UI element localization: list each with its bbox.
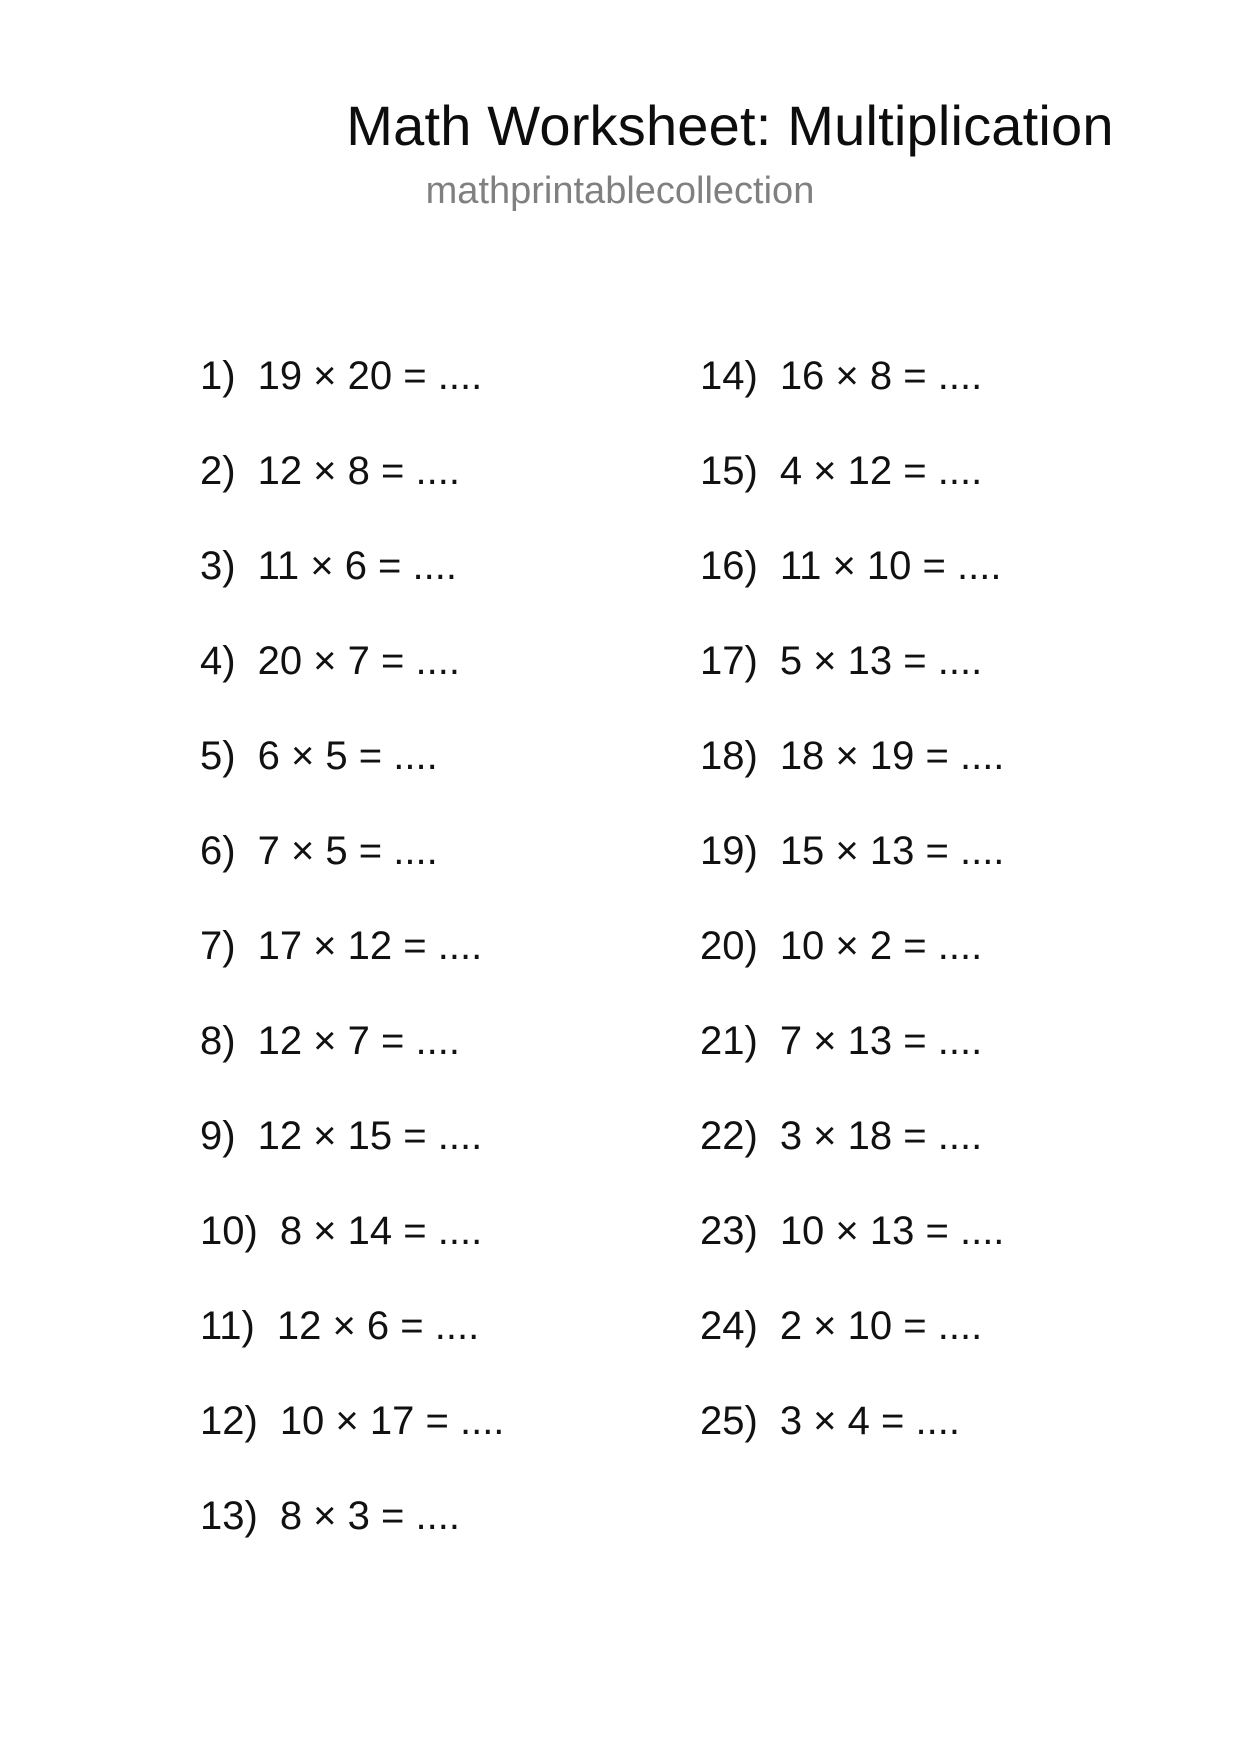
page-subtitle: mathprintablecollection <box>425 170 815 213</box>
problem-number: 7) <box>200 924 236 968</box>
problem-expression: 11 × 10 = .... <box>779 544 1002 588</box>
problem-expression: 10 × 17 = .... <box>279 1399 505 1443</box>
problem-number: 2) <box>200 449 236 493</box>
problem-number: 10) <box>200 1209 258 1253</box>
problem-number: 12) <box>200 1399 258 1443</box>
problem-item <box>700 635 1004 730</box>
problem-expression: 18 × 19 = .... <box>779 734 1005 778</box>
problem-column-left <box>200 350 504 1585</box>
problem-number: 22) <box>700 1114 758 1158</box>
problem-number: 1) <box>200 354 236 398</box>
problem-number: 8) <box>200 1019 236 1063</box>
problem-number: 13) <box>200 1494 258 1538</box>
problem-item <box>700 445 1004 540</box>
problem-expression: 5 × 13 = .... <box>779 639 983 683</box>
problem-item <box>700 920 1004 1015</box>
problem-number: 6) <box>200 829 236 873</box>
problem-number: 15) <box>700 449 758 493</box>
problem-expression: 12 × 7 = .... <box>257 1019 460 1063</box>
problem-number: 9) <box>200 1114 236 1158</box>
problem-item <box>200 730 504 825</box>
problem-expression: 12 × 6 = .... <box>276 1304 480 1348</box>
problem-item <box>700 1395 1004 1490</box>
problem-item <box>200 1490 504 1585</box>
problem-number: 14) <box>700 354 758 398</box>
problem-expression: 8 × 14 = .... <box>279 1209 483 1253</box>
problem-item <box>200 635 504 730</box>
problem-expression: 3 × 18 = .... <box>779 1114 983 1158</box>
problem-column-right <box>700 350 1004 1490</box>
problem-expression: 4 × 12 = .... <box>779 449 983 493</box>
problem-number: 21) <box>700 1019 758 1063</box>
problem-expression: 17 × 12 = .... <box>257 924 483 968</box>
problem-number: 3) <box>200 544 236 588</box>
problem-expression: 16 × 8 = .... <box>779 354 983 398</box>
problem-item <box>200 1110 504 1205</box>
problem-expression: 20 × 7 = .... <box>257 639 460 683</box>
problem-number: 23) <box>700 1209 758 1253</box>
problem-item <box>700 350 1004 445</box>
problem-item <box>200 350 504 445</box>
problem-item <box>200 920 504 1015</box>
problem-item <box>700 730 1004 825</box>
problem-expression: 3 × 4 = .... <box>779 1399 960 1443</box>
problem-number: 18) <box>700 734 758 778</box>
problem-item <box>700 1015 1004 1110</box>
problem-item <box>200 1015 504 1110</box>
problem-number: 16) <box>700 544 758 588</box>
problem-number: 19) <box>700 829 758 873</box>
problem-item <box>700 1205 1004 1300</box>
problem-expression: 7 × 13 = .... <box>779 1019 983 1063</box>
problem-expression: 12 × 8 = .... <box>257 449 460 493</box>
problem-number: 11) <box>200 1304 255 1348</box>
problem-item <box>200 1205 504 1300</box>
problem-number: 4) <box>200 639 236 683</box>
problem-expression: 15 × 13 = .... <box>779 829 1005 873</box>
page-title: Math Worksheet: Multiplication <box>346 94 1114 157</box>
problem-expression: 12 × 15 = .... <box>257 1114 483 1158</box>
problem-item <box>700 540 1004 635</box>
problem-item <box>200 540 504 635</box>
problem-expression: 8 × 3 = .... <box>279 1494 460 1538</box>
problem-expression: 11 × 6 = .... <box>257 544 457 588</box>
problem-number: 24) <box>700 1304 758 1348</box>
problem-expression: 7 × 5 = .... <box>257 829 438 873</box>
problem-item <box>700 825 1004 920</box>
problem-number: 17) <box>700 639 758 683</box>
problem-item <box>200 1395 504 1490</box>
problem-item <box>200 825 504 920</box>
problem-item <box>200 445 504 540</box>
problem-number: 25) <box>700 1399 758 1443</box>
problem-expression: 19 × 20 = .... <box>257 354 483 398</box>
problem-item <box>200 1300 504 1395</box>
worksheet-header <box>0 92 1240 215</box>
problem-expression: 2 × 10 = .... <box>779 1304 983 1348</box>
problem-item <box>700 1300 1004 1395</box>
problem-expression: 6 × 5 = .... <box>257 734 438 778</box>
problem-expression: 10 × 2 = .... <box>779 924 983 968</box>
problem-number: 20) <box>700 924 758 968</box>
problem-item <box>700 1110 1004 1205</box>
problem-number: 5) <box>200 734 236 778</box>
problem-expression: 10 × 13 = .... <box>779 1209 1005 1253</box>
